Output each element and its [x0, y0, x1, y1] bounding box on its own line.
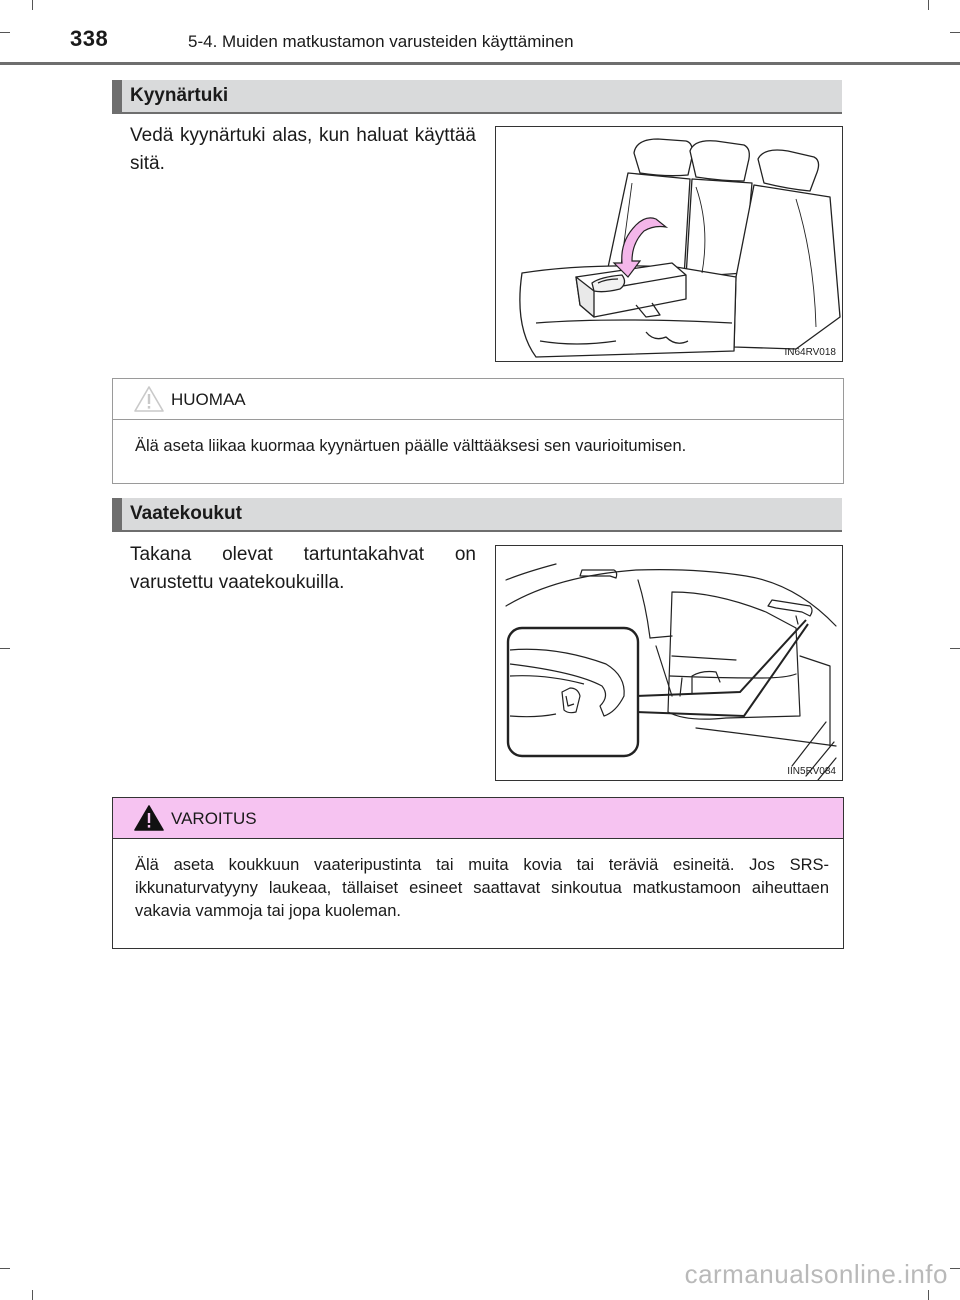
page-number: 338 [70, 26, 109, 51]
coat-hooks-description: Takana olevat tartuntakahvat on varustettu vaatekoukuilla. [130, 544, 476, 593]
coat-hook-illustration [496, 546, 842, 780]
warning-triangle-filled-icon [133, 804, 165, 832]
warning-triangle-outline-icon [133, 385, 165, 413]
notice-header [113, 379, 843, 420]
section-heading-label: Vaatekoukut [130, 503, 242, 524]
figure-code: IIN5RV084 [787, 766, 836, 777]
warning-text: Älä aseta koukkuun vaateripustinta tai muita kovia tai teräviä esineitä. Jos SRS-ikkunaturvatyyny laukeaa, tällaiset esineet saattavat sinkoutua matkustamoon aiheuttaen vakavia vammoja tai jopa kuoleman. [135, 856, 829, 920]
figure-code: IN64RV018 [784, 347, 836, 358]
armrest-figure [495, 126, 843, 362]
notice-box [112, 378, 844, 484]
crop-mark [950, 648, 960, 649]
armrest-instruction: Vedä kyynärtuki alas, kun haluat käyttää sitä. [130, 125, 476, 174]
crop-mark [950, 32, 960, 33]
crop-mark [32, 1290, 33, 1300]
section-heading-label: Kyynärtuki [130, 85, 229, 106]
crop-mark [0, 32, 10, 33]
section-heading-coat-hooks [112, 498, 842, 532]
header-rule [0, 62, 960, 65]
section-accent-bar [112, 498, 122, 532]
crop-mark [0, 1268, 10, 1269]
crop-mark [928, 1290, 929, 1300]
notice-text: Älä aseta liikaa kuormaa kyynärtuen päälle välttääksesi sen vaurioitumisen. [135, 437, 687, 455]
section-accent-bar [112, 80, 122, 114]
armrest-illustration [496, 127, 842, 361]
watermark: carmanualsonline.info [684, 1259, 948, 1289]
section-heading-armrest [112, 80, 842, 114]
coat-hooks-figure [495, 545, 843, 781]
crop-mark [32, 0, 33, 10]
chapter-title: 5-4. Muiden matkustamon varusteiden käyttäminen [188, 32, 574, 51]
crop-mark [950, 1268, 960, 1269]
crop-mark [928, 0, 929, 10]
crop-mark [0, 648, 10, 649]
warning-title: VAROITUS [171, 809, 257, 828]
warning-header [113, 798, 843, 839]
warning-box [112, 797, 844, 949]
notice-title: HUOMAA [171, 390, 246, 409]
